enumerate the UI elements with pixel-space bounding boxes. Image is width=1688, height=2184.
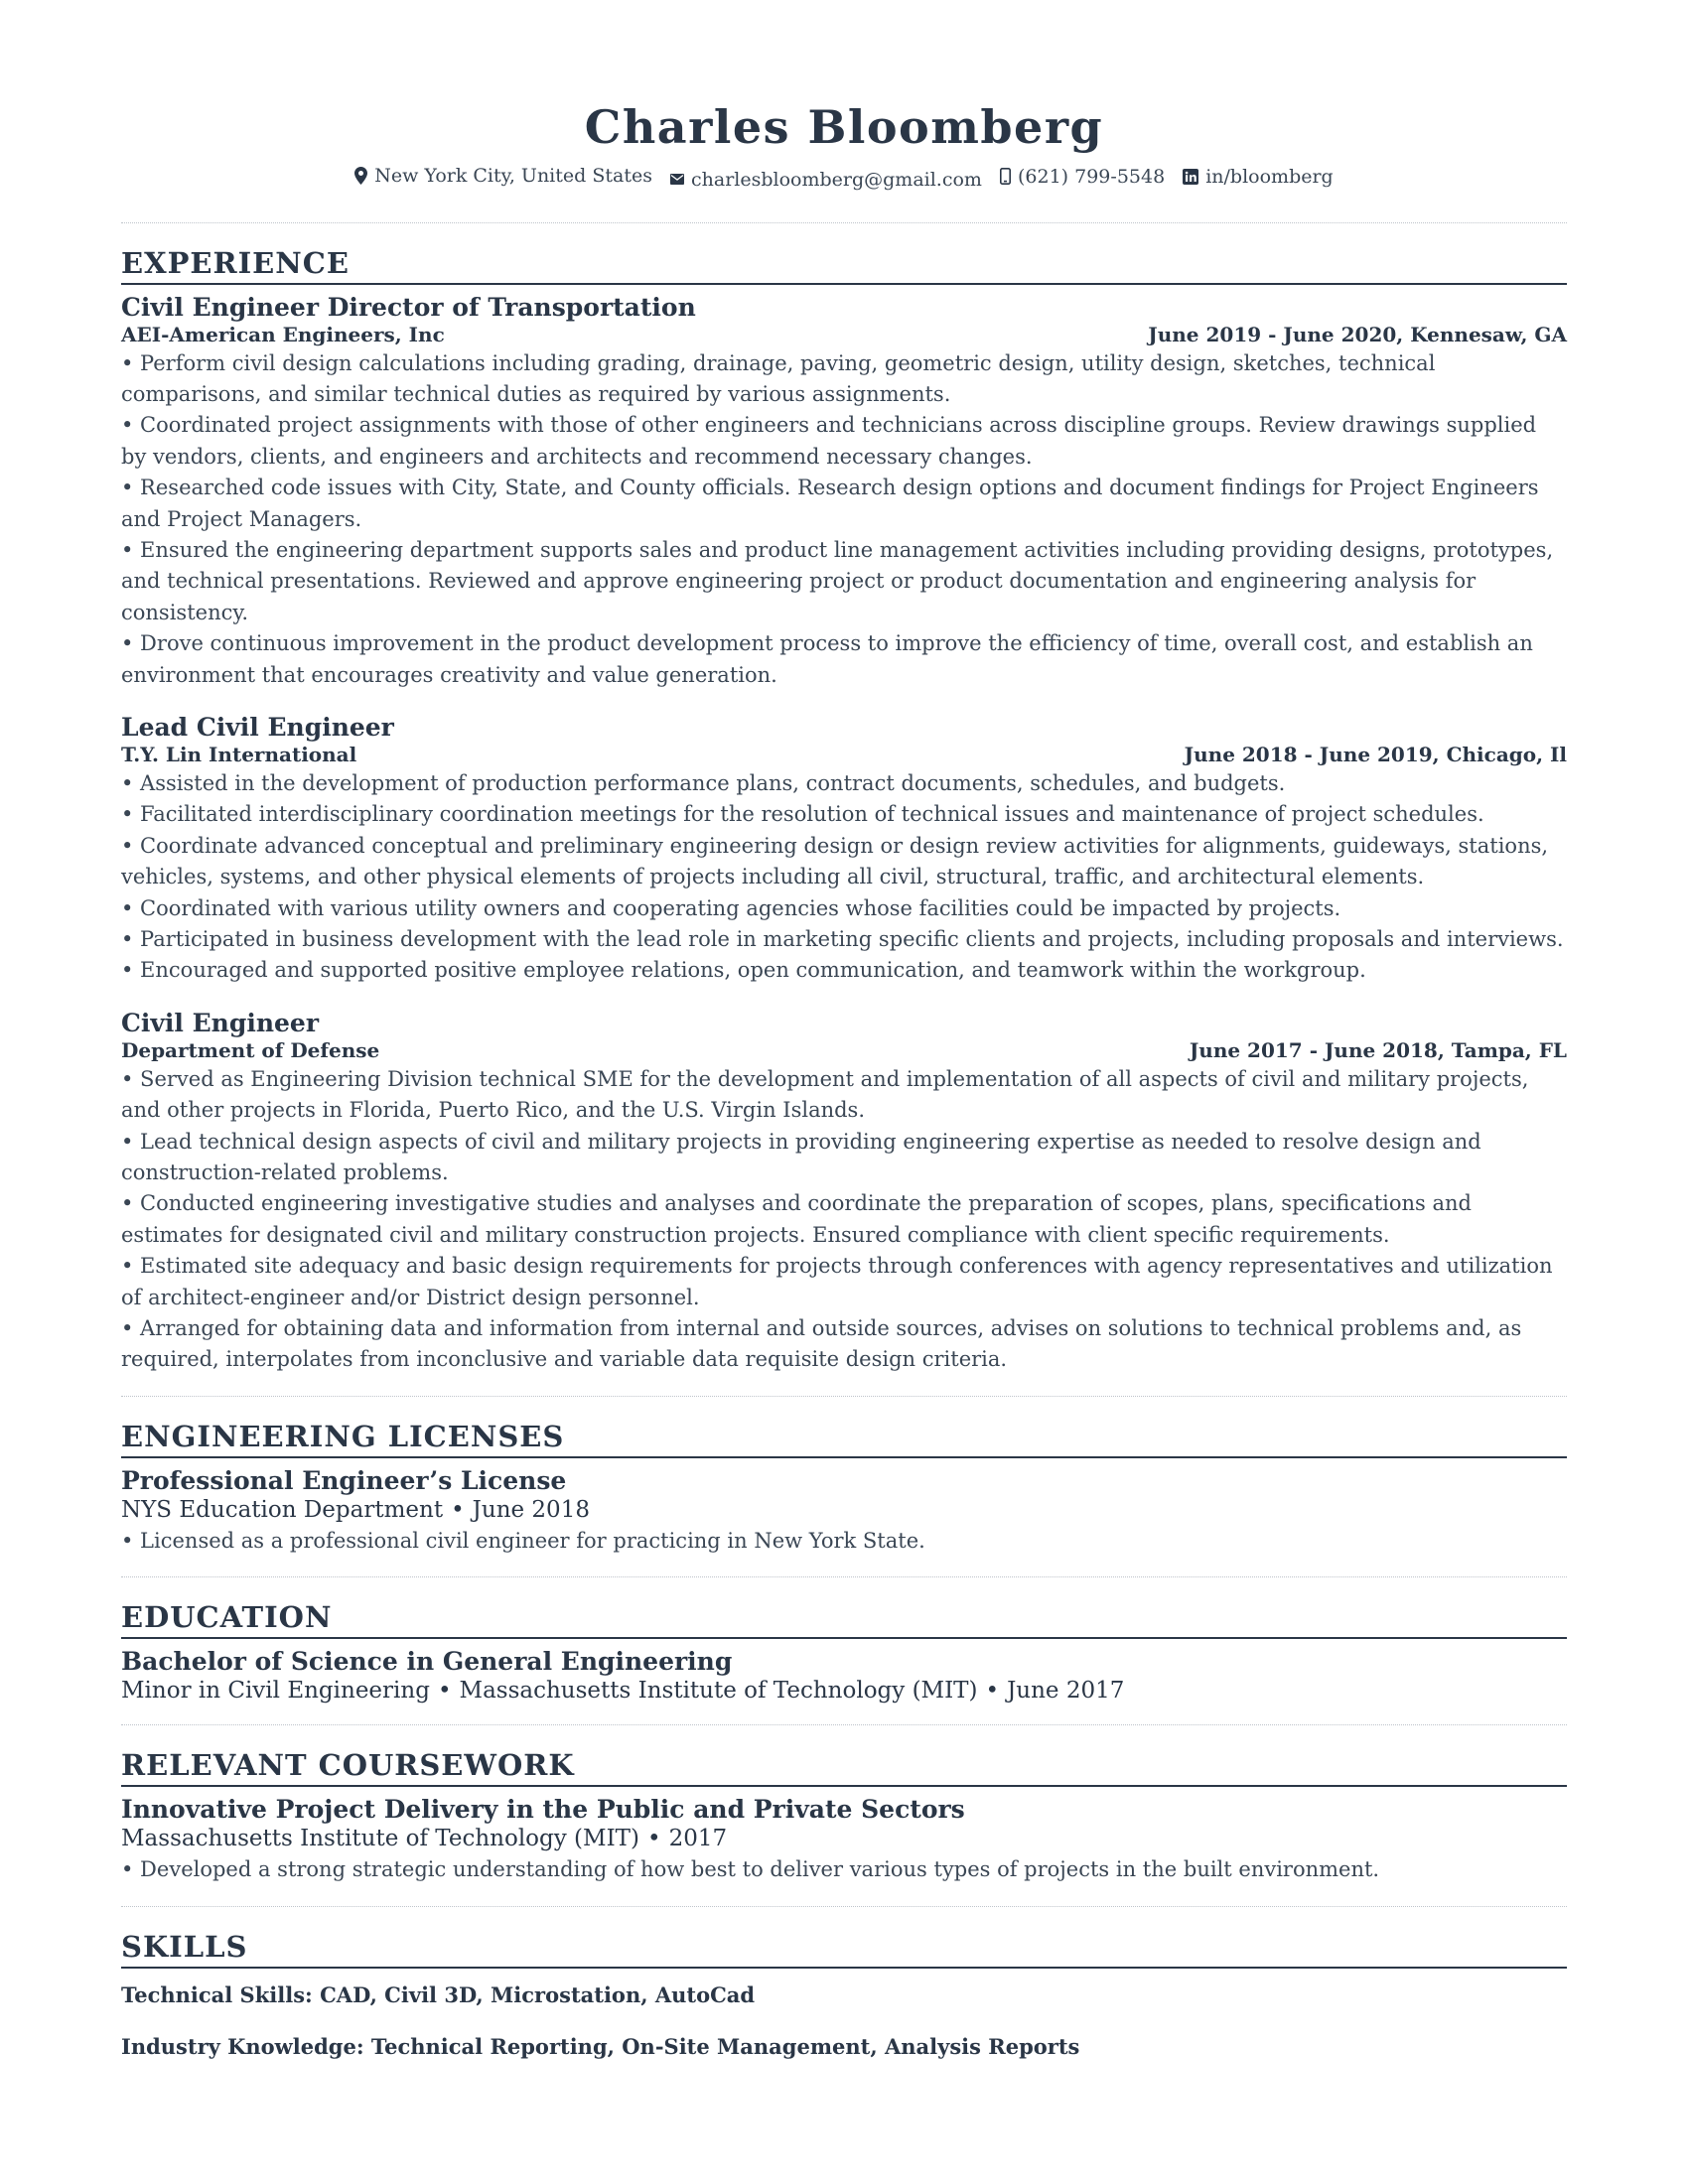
- list-item: • Drove continuous improvement in the product development process to improve the efficiency of time, overall cost, and establish an environment that encourages creativity and value generation.: [121, 631, 1533, 687]
- industry-knowledge: Industry Knowledge: Technical Reporting, On-Site Management, Analysis Reports: [121, 2033, 1080, 2059]
- separator-dot: •: [437, 1678, 452, 1705]
- job-entry: [121, 293, 1567, 691]
- list-item: • Licensed as a professional civil engineer for practicing in New York State.: [121, 1528, 925, 1553]
- list-item: • Researched code issues with City, State, and County officials. Research design options and document findings for Project Engineers and Project Managers.: [121, 476, 1539, 531]
- list-item: • Assisted in the development of production performance plans, contract documents, schedules, and budgets.: [121, 770, 1286, 795]
- contact-location: [354, 165, 652, 187]
- list-item: • Estimated site adequacy and basic design requirements for projects through conferences with agency representatives and utilization of architect-engineer and/or District design personnel.: [121, 1254, 1553, 1309]
- education-section: [121, 1599, 1567, 1705]
- job-entry: [121, 713, 1567, 987]
- list-item: • Coordinated project assignments with those of other engineers and technicians across discipline groups. Review drawings supplied by vendors, clients, and engineers and architects and recommend necessary changes.: [121, 413, 1537, 469]
- technical-skills: Technical Skills: CAD, Civil 3D, Microstation, AutoCad: [121, 1981, 756, 2007]
- list-item: • Ensured the engineering department supports sales and product line management activities including providing designs, prototypes, and technical presentations. Reviewed and approve engineering project or product documentation and engineering analysis for consistency.: [121, 537, 1554, 624]
- list-item: • Participated in business development with the lead role in marketing specific clients and projects, including proposals and interviews.: [121, 927, 1564, 951]
- job-bullets: [121, 348, 1567, 691]
- separator-dot: •: [646, 1826, 661, 1852]
- list-item: • Perform civil design calculations including grading, drainage, paving, geometric design, utility design, sketches, technical comparisons, and similar technical duties as required by various assignments.: [121, 350, 1436, 406]
- course-entry: [121, 1795, 1567, 1885]
- section-heading: EXPERIENCE: [121, 245, 1567, 285]
- license-issuer: NYS Education Department: [121, 1496, 444, 1523]
- separator-dot: •: [985, 1678, 1000, 1705]
- course-year: 2017: [668, 1826, 728, 1852]
- divider: [121, 1576, 1567, 1577]
- email-text[interactable]: charlesbloomberg@gmail.com: [691, 168, 982, 191]
- list-item: • Conducted engineering investigative studies and analyses and coordinate the preparation of scopes, plans, specifications and estimates for designated civil and military construction projects. Ensured compliance with client specific requirements.: [121, 1191, 1472, 1247]
- job-company: AEI-American Engineers, Inc: [121, 322, 445, 346]
- job-bullets: [121, 768, 1567, 987]
- linkedin-icon: [1183, 169, 1198, 185]
- location-text: New York City, United States: [374, 165, 652, 187]
- degree-title: Bachelor of Science in General Engineering: [121, 1647, 733, 1677]
- list-item: • Lead technical design aspects of civil and military projects in providing engineering expertise as needed to resolve design and construction-related problems.: [121, 1129, 1481, 1185]
- job-bullets: [121, 1064, 1567, 1376]
- list-item: • Facilitated interdisciplinary coordination meetings for the resolution of technical issues and maintenance of project schedules.: [121, 802, 1484, 827]
- list-item: • Coordinate advanced conceptual and preliminary engineering design or design review activities for alignments, guideways, stations, vehicles, systems, and other physical elements of projects including all civil, structural, traffic, and architectural elements.: [121, 833, 1549, 889]
- section-heading: RELEVANT COURSEWORK: [121, 1747, 1567, 1787]
- separator-dot: •: [451, 1496, 465, 1523]
- section-heading: SKILLS: [121, 1929, 1567, 1969]
- list-item: • Arranged for obtaining data and information from internal and outside sources, advises on solutions to technical problems and, as required, interpolates from inconclusive and variable data requisite design criteria.: [121, 1316, 1522, 1372]
- section-heading: EDUCATION: [121, 1599, 1567, 1639]
- contact-linkedin[interactable]: [1183, 166, 1334, 188]
- license-date: June 2018: [472, 1496, 590, 1523]
- contact-email[interactable]: [670, 169, 982, 191]
- contact-phone[interactable]: [1000, 166, 1165, 188]
- experience-section: [121, 245, 1567, 1376]
- license-bullets: [121, 1526, 1567, 1557]
- course-bullets: [121, 1854, 1567, 1885]
- job-company: Department of Defense: [121, 1037, 380, 1062]
- course-meta: [121, 1825, 1567, 1852]
- licenses-section: [121, 1419, 1567, 1557]
- job-title: Civil Engineer Director of Transportation: [121, 292, 696, 322]
- education-entry: [121, 1647, 1567, 1705]
- linkedin-text[interactable]: in/bloomberg: [1205, 166, 1334, 188]
- list-item: • Developed a strong strategic understanding of how best to deliver various types of projects in the built environment.: [121, 1857, 1380, 1882]
- license-entry: [121, 1466, 1567, 1557]
- job-company: T.Y. Lin International: [121, 742, 357, 766]
- list-item: • Coordinated with various utility owners and cooperating agencies whose facilities could be impacted by projects.: [121, 895, 1341, 920]
- job-title: Civil Engineer: [121, 1008, 319, 1037]
- license-meta: [121, 1496, 1567, 1524]
- education-date: June 2017: [1007, 1678, 1125, 1705]
- education-school: Massachusetts Institute of Technology (MIT): [459, 1678, 978, 1705]
- education-meta: [121, 1677, 1567, 1705]
- location-pin-icon: [354, 167, 367, 185]
- divider: [121, 1906, 1567, 1907]
- list-item: • Encouraged and supported positive employee relations, open communication, and teamwork within the workgroup.: [121, 958, 1366, 983]
- education-minor: Minor in Civil Engineering: [121, 1678, 430, 1705]
- course-title: Innovative Project Delivery in the Public and Private Sectors: [121, 1795, 965, 1825]
- divider: [121, 1724, 1567, 1725]
- phone-text[interactable]: (621) 799-5548: [1018, 165, 1166, 188]
- job-dates: June 2019 - June 2020, Kennesaw, GA: [1148, 322, 1567, 346]
- phone-icon: [1000, 168, 1011, 185]
- divider: [121, 1396, 1567, 1397]
- section-heading: ENGINEERING LICENSES: [121, 1419, 1567, 1458]
- job-dates: June 2018 - June 2019, Chicago, Il: [1184, 742, 1567, 766]
- divider: [121, 222, 1567, 223]
- course-school: Massachusetts Institute of Technology (MIT): [121, 1826, 639, 1852]
- job-entry: [121, 1009, 1567, 1376]
- job-title: Lead Civil Engineer: [121, 712, 394, 742]
- coursework-section: [121, 1747, 1567, 1885]
- contact-bar: [121, 165, 1567, 191]
- email-icon: [670, 174, 684, 185]
- job-dates: June 2017 - June 2018, Tampa, FL: [1189, 1037, 1567, 1062]
- license-name: Professional Engineer’s License: [121, 1465, 567, 1495]
- list-item: • Served as Engineering Division technical SME for the development and implementation of all aspects of civil and military projects, and other projects in Florida, Puerto Rico, and the U.S. Virgin Islands.: [121, 1066, 1529, 1123]
- candidate-name: Charles Bloomberg: [584, 100, 1104, 154]
- skills-section: [121, 1929, 1567, 2060]
